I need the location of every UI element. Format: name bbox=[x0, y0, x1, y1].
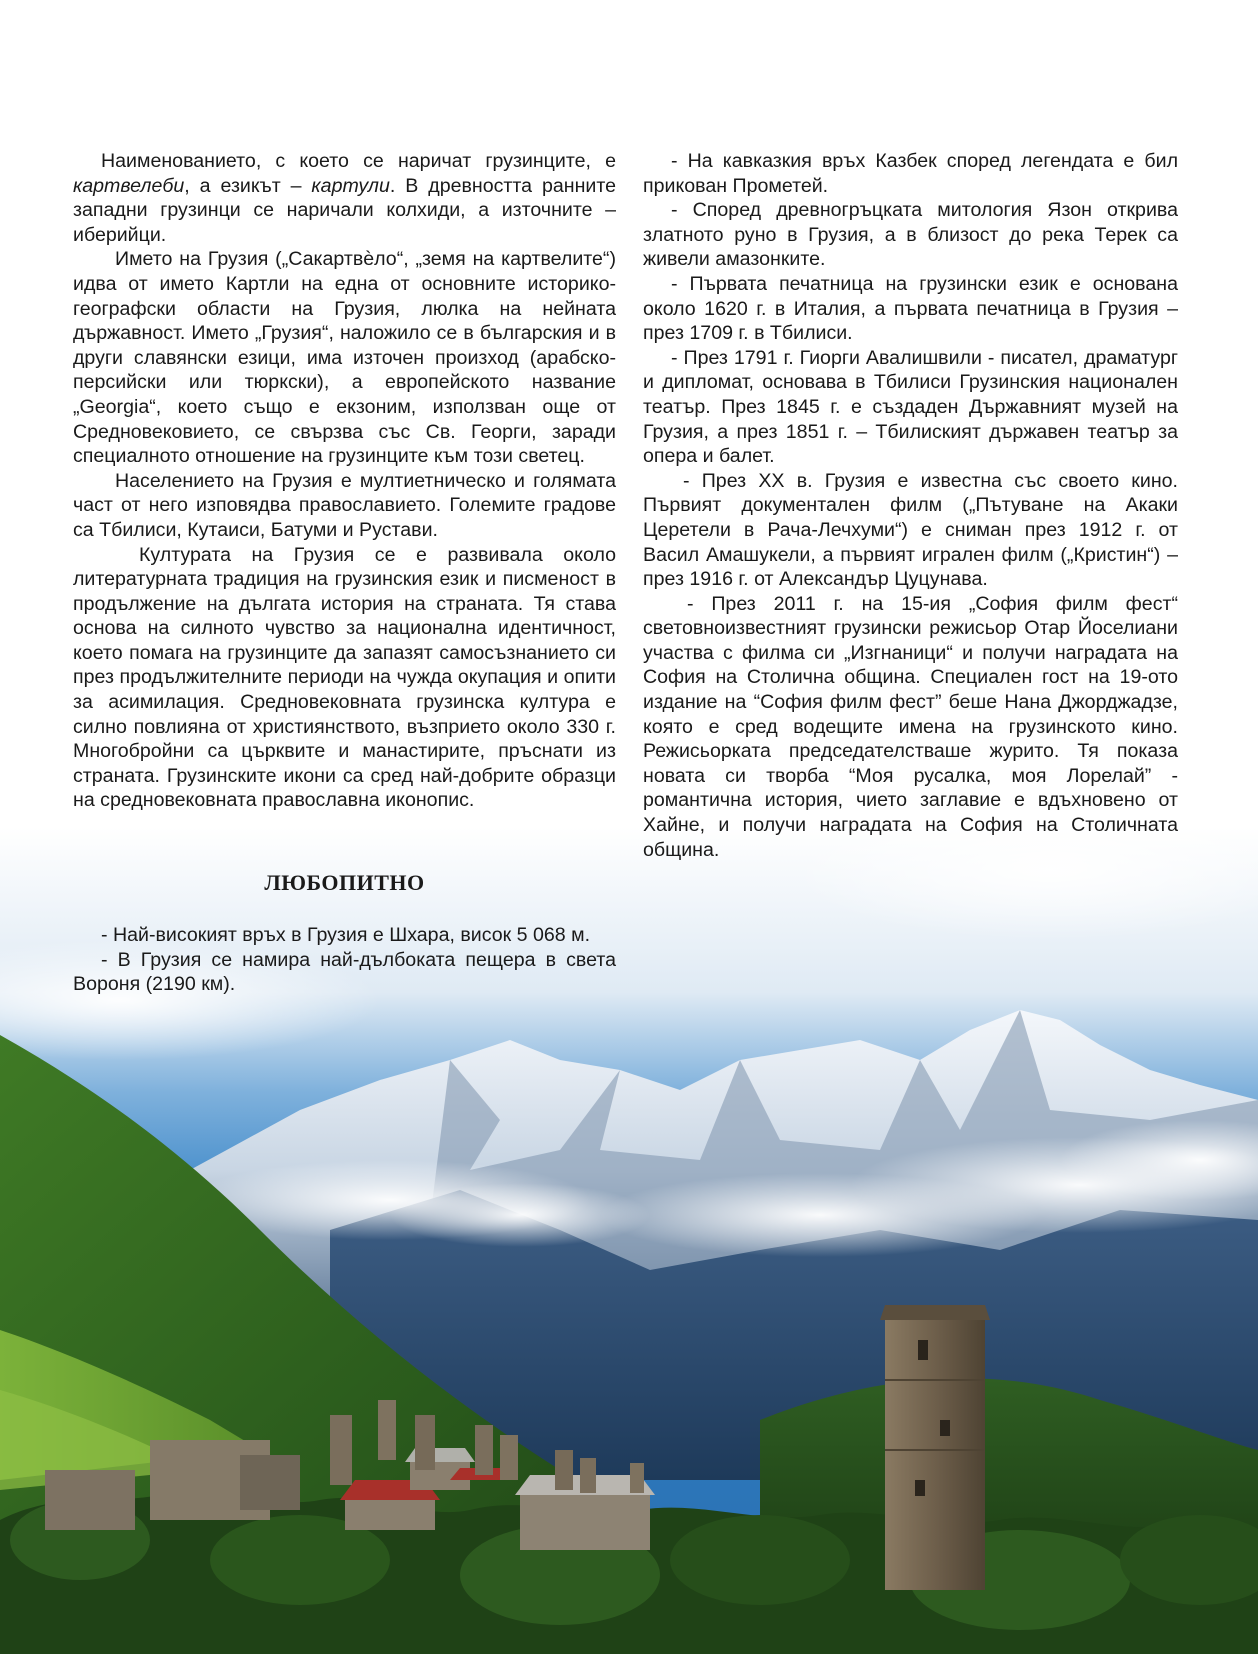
fact-item: - Най-високият връх в Грузия е Шхара, висок 5 068 м. bbox=[101, 924, 591, 946]
paragraph-culture: Културата на Грузия се е развивала около литературната традиция на грузинския език и писменост в продължение на дългата история на страната. Тя става основа на силното чувство за национална идентичност, което помага на грузинците да запазят самосъзнанието си през продължителните периоди на чужда окупация и опити за асимилация. Средновековната грузинска култура е силно повлияна от християнството, възприето около 330 г. Многобройни са църквите и манастирите, пръснати из страната. Грузинските икони са сред най-добрите образци на средновековната православна иконопис. bbox=[73, 543, 616, 812]
curious-facts-list bbox=[73, 923, 616, 997]
paragraph-names-middle: , а езикът – bbox=[184, 174, 312, 197]
fact-item: - На кавказкия връх Казбек според легендата е бил прикован Прометей. bbox=[643, 150, 1178, 197]
paragraph-names-start: Наименованието, с което се наричат грузинците, е bbox=[101, 150, 616, 172]
fact-item: - През 1791 г. Гиорги Авалишвили - писател, драматург и дипломат, основава в Тбилиси Грузинския национален театър. През 1845 г. е създаден Държавният музей на Грузия, а през 1851 г. – Тбилиският държавен театър за опера и балет. bbox=[643, 346, 1178, 468]
paragraph-names-end: . В древността ранните западни грузинци се наричали колхиди, а източните – иберийци. bbox=[73, 174, 616, 246]
fact-item: - Според древногръцката митология Язон открива златното руно в Грузия, а в близост до река Терек са живели амазонките. bbox=[643, 199, 1178, 271]
right-facts-column bbox=[643, 149, 1178, 862]
fact-item: - През XX в. Грузия е известна със своето кино. Първият документален филм („Пътуване на Акаки Церетели в Рача-Лечхуми“) е сниман през 1912 г. от Васил Амашукели, а първият игрален филм („Кристин“) – през 1916 г. от Александър Цуцунава. bbox=[643, 469, 1178, 591]
paragraph-names bbox=[73, 149, 616, 247]
paragraph-population: Населението на Грузия е мултиетническо и голямата част от него изповядва православието. Големите градове са Тбилиси, Кутаиси, Батуми и Рустави. bbox=[73, 469, 616, 541]
term-kartuli: картули bbox=[311, 174, 390, 197]
fact-item: - Първата печатница на грузински език е основана около 1620 г. в Италия, а първата печатница в Грузия – през 1709 г. в Тбилиси. bbox=[643, 272, 1178, 345]
left-article-column bbox=[73, 149, 616, 813]
section-title-curious: ЛЮБОПИТНО bbox=[264, 870, 425, 895]
fact-item: - През 2011 г. на 15-ия „София филм фест“ световноизвестният грузински режисьор Отар Йоселиани участва с филма си „Изгнаници“ и получи наградата на София на Столична община. Специален гост на 19-ото издание на “София филм фест” беше Нана Джорджадзе, която е сред водещите имена на грузинското кино. Режисьорката председателстваше журито. Тя показа новата си творба “Моя русалка, моя Лорелай” - романтична история, чието заглавие е вдъхновено от Хайне, и получи наградата на София на Столичната община. bbox=[643, 592, 1178, 861]
term-kartvelebi: картвелеби bbox=[73, 174, 185, 197]
paragraph-country-name: Името на Грузия („Сакартвѐло“, „земя на картвелите“) идва от името Картли на една от основните историко-географски области на Грузия, люлка на нейната държавност. Името „Грузия“, наложило се в българския и в други славянски езици, има източен произход (арабско-персийски или тюркски), а европейското название „Georgia“, което също е екзоним, използван още от Средновековието, се свързва със Св. Георги, заради специалното отношение на грузинците към този светец. bbox=[73, 248, 616, 468]
fact-item: - В Грузия се намира най-дълбоката пещера в света Вороня (2190 км). bbox=[73, 948, 616, 996]
